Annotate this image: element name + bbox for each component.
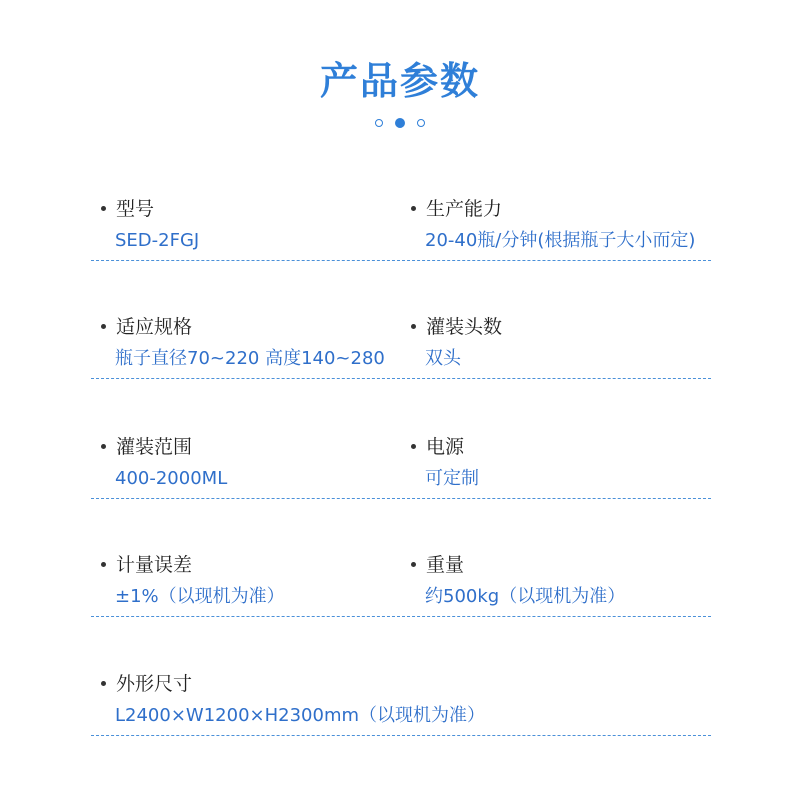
spec-item (91, 436, 227, 490)
spec-item (91, 673, 485, 727)
spec-label: 适应规格 (116, 316, 193, 338)
bullet-icon (101, 324, 106, 329)
spec-value: L2400×W1200×H2300mm（以现机为准） (115, 705, 486, 726)
spec-item (91, 554, 285, 608)
spec-item (401, 198, 695, 252)
spec-value: ±1%（以现机为准） (115, 586, 285, 607)
spec-value: 400-2000ML (115, 468, 228, 489)
spec-row (91, 198, 711, 261)
spec-label: 重量 (426, 554, 465, 576)
spec-label: 外形尺寸 (116, 673, 193, 695)
spec-label: 灌装范围 (116, 436, 193, 458)
bullet-icon (101, 681, 106, 686)
spec-label: 生产能力 (426, 198, 503, 220)
spec-value: 约500kg（以现机为准） (425, 586, 626, 607)
spec-value: 20-40瓶/分钟(根据瓶子大小而定) (425, 230, 696, 251)
indicator-dot-active (395, 118, 405, 128)
spec-row (91, 436, 711, 499)
spec-item (91, 316, 385, 370)
spec-label: 型号 (116, 198, 155, 220)
bullet-icon (101, 562, 106, 567)
spec-row (91, 673, 711, 736)
spec-row (91, 554, 711, 617)
spec-item (401, 554, 625, 608)
spec-item (401, 436, 479, 490)
indicator-dot (417, 119, 425, 127)
indicator-dot (375, 119, 383, 127)
spec-value: 瓶子直径70~220 高度140~280 (115, 348, 385, 369)
carousel-indicator (0, 119, 800, 128)
bullet-icon (411, 206, 416, 211)
spec-item (401, 316, 502, 370)
spec-label: 计量误差 (116, 554, 193, 576)
bullet-icon (411, 324, 416, 329)
spec-value: 双头 (425, 348, 461, 369)
bullet-icon (411, 444, 416, 449)
bullet-icon (101, 444, 106, 449)
bullet-icon (411, 562, 416, 567)
page-title: 产品参数 (319, 59, 480, 103)
spec-row (91, 316, 711, 379)
spec-value: SED-2FGJ (115, 230, 200, 251)
bullet-icon (101, 206, 106, 211)
spec-label: 灌装头数 (426, 316, 503, 338)
spec-value: 可定制 (425, 468, 479, 489)
spec-item (91, 198, 199, 252)
spec-label: 电源 (426, 436, 465, 458)
